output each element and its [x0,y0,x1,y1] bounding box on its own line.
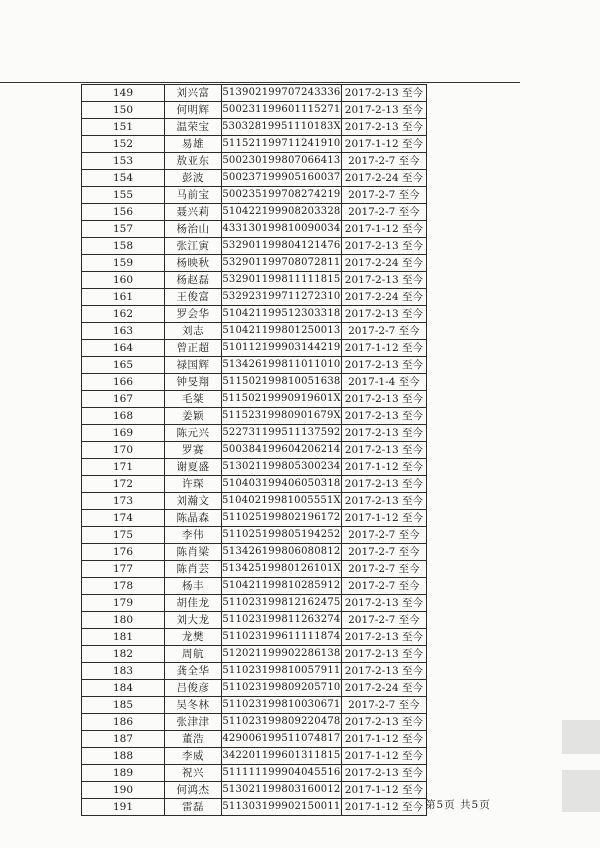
row-number: 152 [82,136,165,153]
start-date: 2017-2-24 至今 [341,255,426,272]
table-row [82,85,427,102]
id-number: 511023199811263274 [222,612,342,629]
row-number: 153 [82,153,165,170]
start-date: 2017-2-7 至今 [341,561,426,578]
table-row [82,748,427,765]
employee-name: 张江寅 [165,238,222,255]
row-number: 154 [82,170,165,187]
employee-name: 罗赛 [165,442,222,459]
employee-name: 杨赵磊 [165,272,222,289]
row-number: 160 [82,272,165,289]
table-row [82,493,427,510]
table-row [82,544,427,561]
row-number: 155 [82,187,165,204]
id-number: 511502199810051638 [222,374,342,391]
employee-name: 陈肖芸 [165,561,222,578]
table-row [82,765,427,782]
id-number: 53032819951110183X [222,119,342,136]
table-row [82,629,427,646]
row-number: 151 [82,119,165,136]
edge-stamp-mark [562,720,600,754]
start-date: 2017-2-7 至今 [341,697,426,714]
employee-name: 刘大龙 [165,612,222,629]
row-number: 176 [82,544,165,561]
employee-name: 祝兴 [165,765,222,782]
employee-name: 禄国辉 [165,357,222,374]
start-date: 2017-1-12 至今 [341,782,426,799]
row-number: 178 [82,578,165,595]
row-number: 175 [82,527,165,544]
id-number: 511111199904045516 [222,765,342,782]
row-number: 166 [82,374,165,391]
employee-table [81,84,427,816]
employee-name: 毛桀 [165,391,222,408]
id-number: 522731199511137592 [222,425,342,442]
table-row [82,272,427,289]
table-row [82,595,427,612]
table-row [82,170,427,187]
start-date: 2017-2-13 至今 [341,85,426,102]
table-row [82,340,427,357]
row-number: 182 [82,646,165,663]
table-row [82,391,427,408]
row-number: 183 [82,663,165,680]
start-date: 2017-2-7 至今 [341,204,426,221]
table-row [82,153,427,170]
start-date: 2017-2-13 至今 [341,306,426,323]
start-date: 2017-2-7 至今 [341,612,426,629]
row-number: 186 [82,714,165,731]
employee-name: 陈肖梁 [165,544,222,561]
table-row [82,476,427,493]
id-number: 511023199809220478 [222,714,342,731]
id-number: 510421199801250013 [222,323,342,340]
start-date: 2017-2-7 至今 [341,187,426,204]
start-date: 2017-2-24 至今 [341,289,426,306]
table-row [82,374,427,391]
table-row [82,714,427,731]
row-number: 167 [82,391,165,408]
start-date: 2017-2-24 至今 [341,680,426,697]
start-date: 2017-2-13 至今 [341,119,426,136]
row-number: 185 [82,697,165,714]
table-row [82,561,427,578]
employee-name: 王俊富 [165,289,222,306]
start-date: 2017-2-13 至今 [341,272,426,289]
table-row [82,323,427,340]
id-number: 511521199711241910 [222,136,342,153]
id-number: 500231199601115271 [222,102,342,119]
start-date: 2017-2-13 至今 [341,629,426,646]
employee-name: 董浩 [165,731,222,748]
start-date: 2017-2-13 至今 [341,391,426,408]
id-number: 532901199811111815 [222,272,342,289]
employee-name: 何鸿杰 [165,782,222,799]
row-number: 180 [82,612,165,629]
id-number: 433130199810090034 [222,221,342,238]
employee-name: 许琛 [165,476,222,493]
employee-name: 马前宝 [165,187,222,204]
employee-name: 刘兴富 [165,85,222,102]
row-number: 157 [82,221,165,238]
employee-name: 何明辉 [165,102,222,119]
employee-name: 杨映秋 [165,255,222,272]
employee-name: 刘瀚文 [165,493,222,510]
row-number: 189 [82,765,165,782]
table-row [82,102,427,119]
start-date: 2017-1-12 至今 [341,799,426,816]
id-number: 51040219981005551X [222,493,342,510]
employee-name: 聂兴莉 [165,204,222,221]
start-date: 2017-1-12 至今 [341,459,426,476]
table-row [82,357,427,374]
start-date: 2017-1-12 至今 [341,510,426,527]
employee-name: 敖亚东 [165,153,222,170]
id-number: 513021199803160012 [222,782,342,799]
table-row [82,221,427,238]
start-date: 2017-1-12 至今 [341,731,426,748]
row-number: 187 [82,731,165,748]
id-number: 342201199601311815 [222,748,342,765]
row-number: 168 [82,408,165,425]
employee-name: 张津津 [165,714,222,731]
employee-name: 杨丰 [165,578,222,595]
start-date: 2017-2-13 至今 [341,595,426,612]
table-row [82,459,427,476]
start-date: 2017-2-13 至今 [341,357,426,374]
id-number: 500237199905160037 [222,170,342,187]
id-number: 512021199902286138 [222,646,342,663]
row-number: 181 [82,629,165,646]
employee-name: 龚全华 [165,663,222,680]
row-number: 158 [82,238,165,255]
row-number: 177 [82,561,165,578]
start-date: 2017-2-7 至今 [341,578,426,595]
table-row [82,306,427,323]
start-date: 2017-2-13 至今 [341,408,426,425]
row-number: 191 [82,799,165,816]
start-date: 2017-1-12 至今 [341,221,426,238]
id-number: 511025199802196172 [222,510,342,527]
start-date: 2017-1-12 至今 [341,340,426,357]
table-row [82,204,427,221]
start-date: 2017-2-13 至今 [341,238,426,255]
row-number: 188 [82,748,165,765]
id-number: 513426199806080812 [222,544,342,561]
row-number: 159 [82,255,165,272]
start-date: 2017-2-7 至今 [341,544,426,561]
employee-name: 陈晶森 [165,510,222,527]
id-number: 510422199908203328 [222,204,342,221]
id-number: 513426199811011010 [222,357,342,374]
top-rule [0,82,520,83]
id-number: 51152319980901679X [222,408,342,425]
row-number: 173 [82,493,165,510]
employee-name: 温荣宝 [165,119,222,136]
id-number: 511023199810030671 [222,697,342,714]
id-number: 511023199809205710 [222,680,342,697]
table-row [82,731,427,748]
employee-name: 曾正超 [165,340,222,357]
row-number: 150 [82,102,165,119]
row-number: 170 [82,442,165,459]
id-number: 51342519980126101X [222,561,342,578]
table-row [82,527,427,544]
table-row [82,510,427,527]
id-number: 513021199805300234 [222,459,342,476]
id-number: 511023199810057911 [222,663,342,680]
start-date: 2017-2-13 至今 [341,425,426,442]
employee-name: 李伟 [165,527,222,544]
start-date: 2017-2-13 至今 [341,646,426,663]
row-number: 162 [82,306,165,323]
row-number: 149 [82,85,165,102]
table-row [82,238,427,255]
start-date: 2017-2-13 至今 [341,765,426,782]
table-row [82,119,427,136]
table-row [82,646,427,663]
employee-name: 罗会华 [165,306,222,323]
table-row [82,187,427,204]
start-date: 2017-2-13 至今 [341,663,426,680]
row-number: 179 [82,595,165,612]
table-row [82,289,427,306]
page-number: 第5页 共5页 [425,799,491,811]
start-date: 2017-2-13 至今 [341,493,426,510]
start-date: 2017-2-13 至今 [341,442,426,459]
id-number: 511303199902150011 [222,799,342,816]
table-row [82,578,427,595]
employee-name: 谢夏盛 [165,459,222,476]
employee-name: 李威 [165,748,222,765]
start-date: 2017-2-13 至今 [341,102,426,119]
table-row [82,680,427,697]
id-number: 532901199708072811 [222,255,342,272]
id-number: 511025199805194252 [222,527,342,544]
id-number: 429006199511074817 [222,731,342,748]
row-number: 172 [82,476,165,493]
table-row [82,136,427,153]
row-number: 164 [82,340,165,357]
start-date: 2017-2-24 至今 [341,170,426,187]
id-number: 500235199708274219 [222,187,342,204]
employee-name: 彭波 [165,170,222,187]
table-row [82,697,427,714]
start-date: 2017-1-4 至今 [341,374,426,391]
id-number: 510403199406050318 [222,476,342,493]
employee-name: 胡佳龙 [165,595,222,612]
table-row [82,663,427,680]
id-number: 510421199810285912 [222,578,342,595]
table-row [82,612,427,629]
edge-stamp-mark [562,770,600,812]
employee-name: 龙樊 [165,629,222,646]
table-row [82,799,427,816]
id-number: 510421199512303318 [222,306,342,323]
row-number: 184 [82,680,165,697]
id-number: 500230199807066413 [222,153,342,170]
id-number: 51150219990919601X [222,391,342,408]
row-number: 174 [82,510,165,527]
row-number: 161 [82,289,165,306]
row-number: 163 [82,323,165,340]
id-number: 510112199903144219 [222,340,342,357]
start-date: 2017-2-7 至今 [341,153,426,170]
table-row [82,255,427,272]
id-number: 532923199711272310 [222,289,342,306]
id-number: 511023199812162475 [222,595,342,612]
table-row [82,425,427,442]
row-number: 169 [82,425,165,442]
table-body [82,85,427,816]
employee-name: 吴冬林 [165,697,222,714]
table-row [82,782,427,799]
employee-name: 雷磊 [165,799,222,816]
employee-name: 易雄 [165,136,222,153]
start-date: 2017-2-7 至今 [341,323,426,340]
employee-name: 吕俊彦 [165,680,222,697]
start-date: 2017-2-13 至今 [341,714,426,731]
employee-name: 姜颖 [165,408,222,425]
row-number: 171 [82,459,165,476]
employee-name: 周航 [165,646,222,663]
employee-name: 钟旻翔 [165,374,222,391]
id-number: 532901199804121476 [222,238,342,255]
start-date: 2017-2-13 至今 [341,476,426,493]
id-number: 513902199707243336 [222,85,342,102]
employee-name: 杨治山 [165,221,222,238]
start-date: 2017-1-12 至今 [341,748,426,765]
row-number: 156 [82,204,165,221]
start-date: 2017-2-7 至今 [341,527,426,544]
row-number: 190 [82,782,165,799]
table-row [82,442,427,459]
start-date: 2017-1-12 至今 [341,136,426,153]
id-number: 511023199611111874 [222,629,342,646]
id-number: 500384199604206214 [222,442,342,459]
table-row [82,408,427,425]
row-number: 165 [82,357,165,374]
employee-name: 陈元兴 [165,425,222,442]
employee-name: 刘志 [165,323,222,340]
